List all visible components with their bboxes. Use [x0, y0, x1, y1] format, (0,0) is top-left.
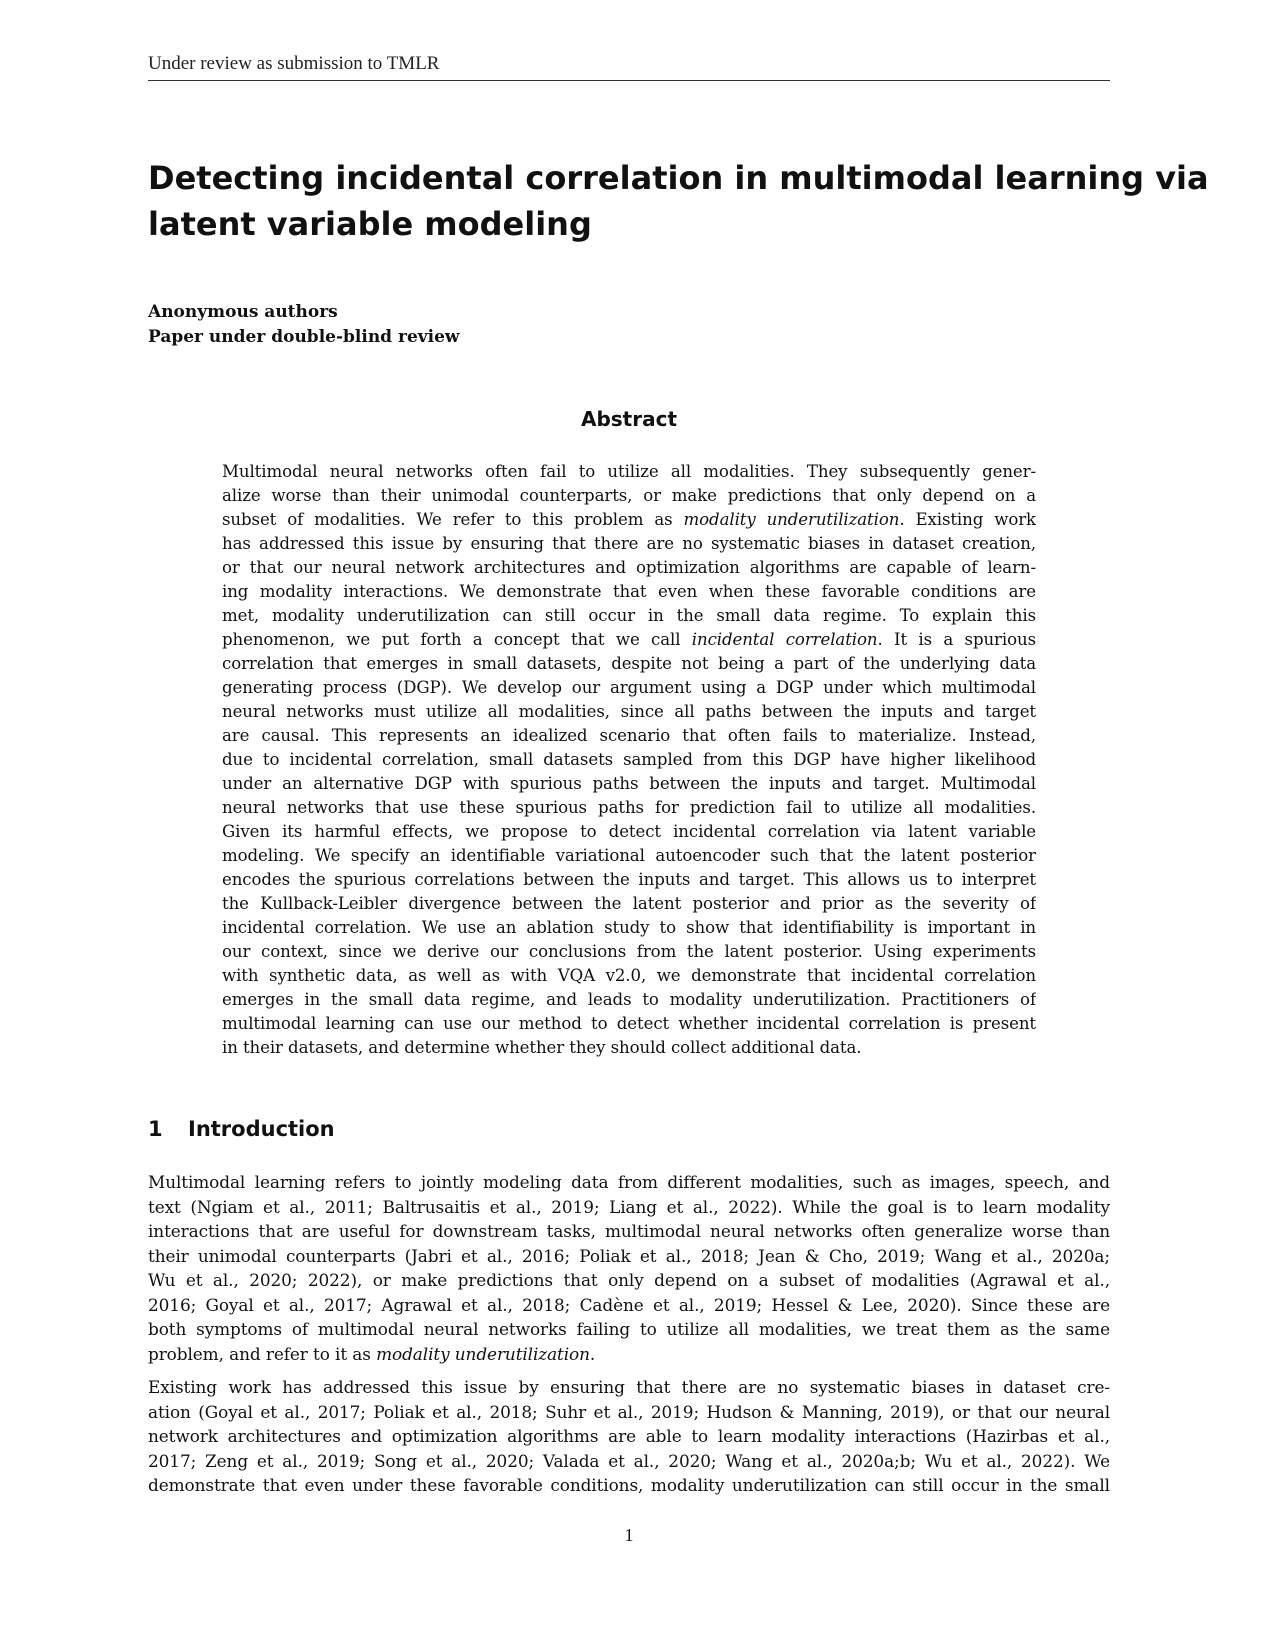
abstract-line: has addressed this issue by ensuring that there are no systematic biases in dataset creation, [222, 534, 1036, 553]
body-line: both symptoms of multimodal neural networks failing to utilize all modalities, we treat them as the same [148, 1319, 1110, 1339]
abstract-line: in their datasets, and determine whether they should collect additional data. [222, 1038, 862, 1057]
abstract-line: due to incidental correlation, small datasets sampled from this DGP have higher likelihood [222, 750, 1036, 769]
author-affiliation: Paper under double-blind review [148, 327, 460, 347]
abstract-line: Given its harmful effects, we propose to detect incidental correlation via latent variable [222, 822, 1036, 841]
section-title: Introduction [188, 1117, 335, 1141]
body-line: 2016; Goyal et al., 2017; Agrawal et al., 2018; Cadène et al., 2019; Hessel & Lee, 2020). Since these are [148, 1294, 1110, 1315]
abstract-line: or that our neural network architectures and optimization algorithms are capable of learn- [222, 558, 1036, 577]
abstract-line: ing modality interactions. We demonstrate that even when these favorable conditions are [222, 582, 1036, 601]
section-heading-introduction [148, 1115, 1110, 1143]
paper-title-line-2: latent variable modeling [148, 205, 592, 243]
abstract-line: neural networks that use these spurious paths for prediction fail to utilize all modalities. [222, 798, 1036, 817]
abstract-line: multimodal learning can use our method to detect whether incidental correlation is present [222, 1014, 1036, 1033]
running-head: Under review as submission to TMLR [148, 53, 440, 74]
abstract-line: subset of modalities. We refer to this problem as modality underutilization. Existing work [222, 510, 1036, 529]
page-number: 1 [624, 1525, 634, 1545]
abstract-line: alize worse than their unimodal counterparts, or make predictions that only depend on a [222, 486, 1036, 505]
abstract-line: encodes the spurious correlations between the inputs and target. This allows us to interpret [222, 870, 1036, 889]
body-line: 2017; Zeng et al., 2019; Song et al., 2020; Valada et al., 2020; Wang et al., 2020a;b; Wu et al., 2022). We [148, 1450, 1110, 1471]
abstract-line: the Kullback-Leibler divergence between the latent posterior and prior as the severity of [222, 894, 1036, 913]
body-line: network architectures and optimization algorithms are able to learn modality interactions (Hazirbas et al., [148, 1426, 1110, 1446]
abstract-line: with synthetic data, as well as with VQA v2.0, we demonstrate that incidental correlation [222, 966, 1036, 985]
author-name: Anonymous authors [148, 302, 338, 322]
abstract-line: emerges in the small data regime, and leads to modality underutilization. Practitioners of [222, 990, 1036, 1009]
abstract-line: are causal. This represents an idealized scenario that often fails to materialize. Instead, [222, 726, 1036, 745]
body-line: ation (Goyal et al., 2017; Poliak et al., 2018; Suhr et al., 2019; Hudson & Manning, 2019), or that our neural [148, 1401, 1110, 1422]
abstract-line: under an alternative DGP with spurious paths between the inputs and target. Multimodal [222, 774, 1036, 793]
paper-title [148, 155, 1209, 247]
body-line: interactions that are useful for downstream tasks, multimodal neural networks often generalize worse than [148, 1221, 1110, 1241]
section-number: 1 [148, 1117, 163, 1141]
intro-paragraph-1 [148, 1170, 1110, 1366]
body-line: demonstrate that even under these favorable conditions, modality underutilization can still occur in the small [148, 1475, 1110, 1495]
intro-paragraph-2 [148, 1375, 1110, 1498]
header-rule [148, 80, 1110, 81]
abstract-line: incidental correlation. We use an ablation study to show that identifiability is important in [222, 918, 1036, 937]
body-line: Existing work has addressed this issue by ensuring that there are no systematic biases in dataset cre- [148, 1377, 1110, 1397]
abstract-line: phenomenon, we put forth a concept that we call incidental correlation. It is a spurious [222, 630, 1036, 649]
abstract-line: correlation that emerges in small datasets, despite not being a part of the underlying data [222, 654, 1036, 673]
body-line: Wu et al., 2020; 2022), or make predictions that only depend on a subset of modalities (Agrawal et al., [148, 1270, 1110, 1290]
abstract-heading: Abstract [580, 407, 678, 431]
abstract-line: Multimodal neural networks often fail to utilize all modalities. They subsequently gener- [222, 462, 1036, 481]
paper-title-line-1: Detecting incidental correlation in multimodal learning via [148, 159, 1209, 197]
abstract-line: met, modality underutilization can still occur in the small data regime. To explain this [222, 606, 1036, 625]
body-line: problem, and refer to it as modality underutilization. [148, 1343, 596, 1364]
abstract-body [222, 460, 1036, 1060]
author-block [148, 300, 848, 350]
abstract-line: our context, since we derive our conclusions from the latent posterior. Using experiments [222, 942, 1036, 961]
body-line: their unimodal counterparts (Jabri et al., 2016; Poliak et al., 2018; Jean & Cho, 2019; Wang et al., 2020a; [148, 1245, 1110, 1266]
abstract-line: generating process (DGP). We develop our argument using a DGP under which multimodal [222, 678, 1036, 697]
abstract-line: modeling. We specify an identifiable variational autoencoder such that the latent posterior [222, 846, 1036, 865]
body-line: text (Ngiam et al., 2011; Baltrusaitis et al., 2019; Liang et al., 2022). While the goal is to learn modality [148, 1196, 1110, 1217]
abstract-line: neural networks must utilize all modalities, since all paths between the inputs and target [222, 702, 1036, 721]
body-line: Multimodal learning refers to jointly modeling data from different modalities, such as images, speech, and [148, 1172, 1110, 1192]
